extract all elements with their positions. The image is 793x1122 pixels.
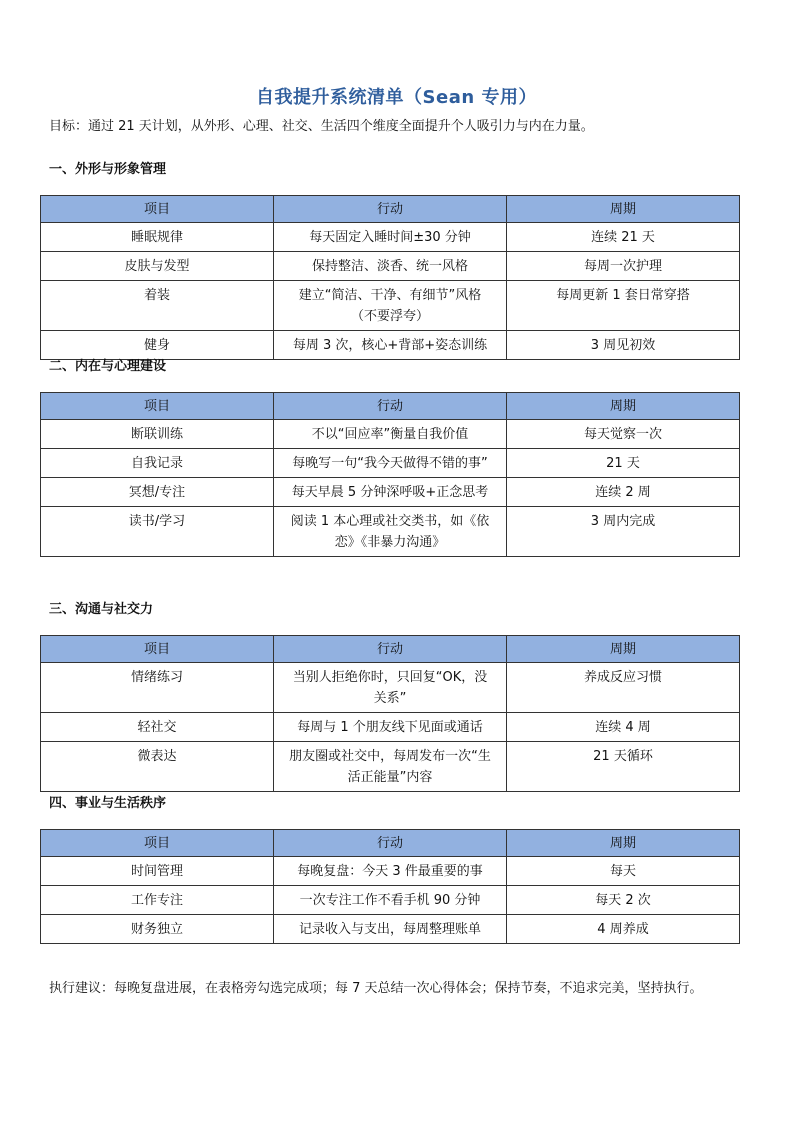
cell-period: 养成反应习惯 xyxy=(507,663,740,713)
table-row xyxy=(41,252,740,281)
cell-item: 睡眠规律 xyxy=(41,223,274,252)
table-header-row xyxy=(41,830,740,857)
cell-action: 当别人拒绝你时，只回复“OK，没关系” xyxy=(274,663,507,713)
table-mind xyxy=(40,392,740,557)
cell-action: 不以“回应率”衡量自我价值 xyxy=(274,420,507,449)
cell-item: 冥想/专注 xyxy=(41,478,274,507)
cell-item: 健身 xyxy=(41,331,274,360)
cell-period: 每天 2 次 xyxy=(507,886,740,915)
cell-action: 每天固定入睡时间±30 分钟 xyxy=(274,223,507,252)
cell-item: 读书/学习 xyxy=(41,507,274,557)
table-row xyxy=(41,478,740,507)
cell-period: 每天觉察一次 xyxy=(507,420,740,449)
header-period: 周期 xyxy=(507,636,740,663)
cell-action: 每晚写一句“我今天做得不错的事” xyxy=(274,449,507,478)
table-career xyxy=(40,829,740,944)
section-heading-social: 三、沟通与社交力 xyxy=(49,602,154,617)
cell-action: 记录收入与支出，每周整理账单 xyxy=(274,915,507,944)
cell-period: 连续 2 周 xyxy=(507,478,740,507)
header-item: 项目 xyxy=(41,636,274,663)
section-heading-appearance: 一、外形与形象管理 xyxy=(49,162,167,177)
table-row xyxy=(41,713,740,742)
cell-action: 朋友圈或社交中，每周发布一次“生活正能量”内容 xyxy=(274,742,507,792)
cell-item: 着装 xyxy=(41,281,274,331)
table-row xyxy=(41,663,740,713)
cell-action: 保持整洁、淡香、统一风格 xyxy=(274,252,507,281)
table-header-row xyxy=(41,393,740,420)
cell-item: 自我记录 xyxy=(41,449,274,478)
table-row xyxy=(41,915,740,944)
intro-goal: 目标：通过 21 天计划，从外形、心理、社交、生活四个维度全面提升个人吸引力与内在力量。 xyxy=(49,119,594,134)
cell-period: 每周一次护理 xyxy=(507,252,740,281)
cell-item: 微表达 xyxy=(41,742,274,792)
header-item: 项目 xyxy=(41,830,274,857)
table-social xyxy=(40,635,740,792)
header-item: 项目 xyxy=(41,196,274,223)
cell-period: 每周更新 1 套日常穿搭 xyxy=(507,281,740,331)
cell-item: 财务独立 xyxy=(41,915,274,944)
cell-action: 每晚复盘：今天 3 件最重要的事 xyxy=(274,857,507,886)
table-row xyxy=(41,281,740,331)
table-appearance xyxy=(40,195,740,360)
cell-action: 每周 3 次，核心+背部+姿态训练 xyxy=(274,331,507,360)
section-heading-mind: 二、内在与心理建设 xyxy=(49,359,167,374)
table-row xyxy=(41,742,740,792)
cell-item: 断联训练 xyxy=(41,420,274,449)
cell-period: 21 天循环 xyxy=(507,742,740,792)
cell-action: 一次专注工作不看手机 90 分钟 xyxy=(274,886,507,915)
header-action: 行动 xyxy=(274,830,507,857)
cell-action: 建立“简洁、干净、有细节”风格（不要浮夸） xyxy=(274,281,507,331)
cell-period: 连续 21 天 xyxy=(507,223,740,252)
cell-period: 3 周见初效 xyxy=(507,331,740,360)
cell-period: 3 周内完成 xyxy=(507,507,740,557)
cell-period: 21 天 xyxy=(507,449,740,478)
table-row xyxy=(41,449,740,478)
table-row xyxy=(41,886,740,915)
cell-action: 每周与 1 个朋友线下见面或通话 xyxy=(274,713,507,742)
header-period: 周期 xyxy=(507,196,740,223)
table-row xyxy=(41,420,740,449)
cell-item: 工作专注 xyxy=(41,886,274,915)
header-period: 周期 xyxy=(507,393,740,420)
table-header-row xyxy=(41,196,740,223)
document-title: 自我提升系统清单（Sean 专用） xyxy=(256,87,537,108)
table-header-row xyxy=(41,636,740,663)
cell-item: 时间管理 xyxy=(41,857,274,886)
header-action: 行动 xyxy=(274,636,507,663)
header-item: 项目 xyxy=(41,393,274,420)
section-heading-career: 四、事业与生活秩序 xyxy=(49,796,167,811)
header-period: 周期 xyxy=(507,830,740,857)
cell-action: 阅读 1 本心理或社交类书，如《依恋》《非暴力沟通》 xyxy=(274,507,507,557)
cell-item: 轻社交 xyxy=(41,713,274,742)
header-action: 行动 xyxy=(274,393,507,420)
cell-period: 每天 xyxy=(507,857,740,886)
cell-period: 连续 4 周 xyxy=(507,713,740,742)
table-row xyxy=(41,507,740,557)
cell-item: 皮肤与发型 xyxy=(41,252,274,281)
cell-item: 情绪练习 xyxy=(41,663,274,713)
cell-period: 4 周养成 xyxy=(507,915,740,944)
cell-action: 每天早晨 5 分钟深呼吸+正念思考 xyxy=(274,478,507,507)
execution-advice: 执行建议：每晚复盘进展，在表格旁勾选完成项；每 7 天总结一次心得体会；保持节奏，不追求完美，坚持执行。 xyxy=(49,981,703,996)
table-row xyxy=(41,223,740,252)
header-action: 行动 xyxy=(274,196,507,223)
table-row xyxy=(41,857,740,886)
